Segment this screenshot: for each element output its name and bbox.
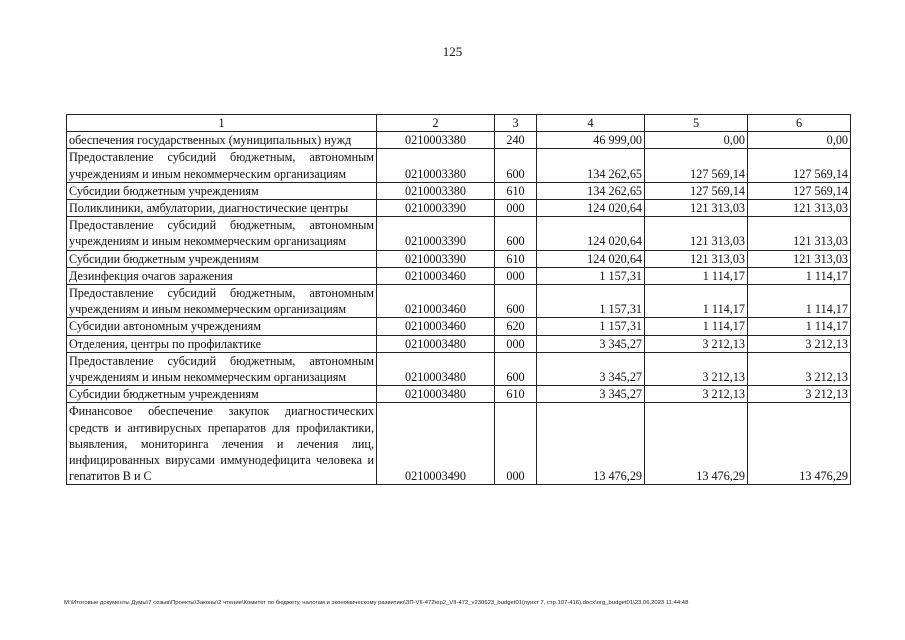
row-amount-col5: 13 476,29 — [645, 403, 748, 485]
row-amount-col4: 1 157,31 — [537, 318, 645, 335]
row-amount-col4: 134 262,65 — [537, 149, 645, 182]
table-row — [67, 403, 851, 485]
row-amount-col6: 3 212,13 — [748, 352, 851, 385]
row-target-code: 0210003390 — [377, 217, 495, 250]
row-expense-type: 610 — [495, 182, 537, 199]
table-row — [67, 132, 851, 149]
row-amount-col4: 124 020,64 — [537, 200, 645, 217]
row-amount-col4: 46 999,00 — [537, 132, 645, 149]
header-col-2: 2 — [377, 115, 495, 132]
row-amount-col5: 1 114,17 — [645, 267, 748, 284]
table-row — [67, 217, 851, 250]
row-amount-col4: 3 345,27 — [537, 352, 645, 385]
table-header-row — [67, 115, 851, 132]
row-expense-type: 000 — [495, 267, 537, 284]
header-col-5: 5 — [645, 115, 748, 132]
header-col-1: 1 — [67, 115, 377, 132]
row-target-code: 0210003460 — [377, 285, 495, 318]
row-description: Предоставление субсидий бюджетным, автономным учреждениям и иным некоммерческим организациям — [67, 149, 377, 182]
table-row — [67, 352, 851, 385]
budget-table — [66, 114, 851, 485]
row-amount-col5: 121 313,03 — [645, 217, 748, 250]
document-path-footer: M:\Итоговые документы Думы\7 созыв\Проекты\Законы\2 чтение\Комитет по бюджету, налогам и экономическому развитию\ЗП-VII-472\ер2_VII-472_v230623_budget01(пункт 7, стр.107-416).docx\org_budget01\23.06.2023 11:44:48 — [64, 600, 689, 606]
row-description: Отделения, центры по профилактике — [67, 335, 377, 352]
row-amount-col5: 3 212,13 — [645, 352, 748, 385]
header-col-3: 3 — [495, 115, 537, 132]
row-target-code: 0210003480 — [377, 352, 495, 385]
row-expense-type: 000 — [495, 403, 537, 485]
row-description: Предоставление субсидий бюджетным, автономным учреждениям и иным некоммерческим организациям — [67, 352, 377, 385]
row-expense-type: 620 — [495, 318, 537, 335]
row-amount-col5: 3 212,13 — [645, 386, 748, 403]
row-amount-col4: 124 020,64 — [537, 250, 645, 267]
row-description: обеспечения государственных (муниципальных) нужд — [67, 132, 377, 149]
row-amount-col6: 1 114,17 — [748, 285, 851, 318]
row-amount-col4: 3 345,27 — [537, 386, 645, 403]
row-amount-col4: 3 345,27 — [537, 335, 645, 352]
table-row — [67, 335, 851, 352]
row-amount-col5: 1 114,17 — [645, 318, 748, 335]
row-target-code: 0210003480 — [377, 386, 495, 403]
table-row — [67, 149, 851, 182]
row-amount-col5: 121 313,03 — [645, 250, 748, 267]
row-amount-col4: 124 020,64 — [537, 217, 645, 250]
row-amount-col5: 3 212,13 — [645, 335, 748, 352]
row-target-code: 0210003480 — [377, 335, 495, 352]
row-target-code: 0210003390 — [377, 250, 495, 267]
row-amount-col6: 121 313,03 — [748, 217, 851, 250]
row-expense-type: 000 — [495, 335, 537, 352]
row-expense-type: 600 — [495, 352, 537, 385]
row-amount-col4: 1 157,31 — [537, 285, 645, 318]
row-description: Субсидии бюджетным учреждениям — [67, 386, 377, 403]
row-amount-col6: 0,00 — [748, 132, 851, 149]
page-number: 125 — [442, 44, 463, 59]
row-target-code: 0210003380 — [377, 132, 495, 149]
table-row — [67, 267, 851, 284]
row-amount-col5: 1 114,17 — [645, 285, 748, 318]
row-amount-col6: 3 212,13 — [748, 386, 851, 403]
row-target-code: 0210003390 — [377, 200, 495, 217]
row-amount-col5: 127 569,14 — [645, 149, 748, 182]
row-expense-type: 600 — [495, 149, 537, 182]
row-amount-col6: 1 114,17 — [748, 318, 851, 335]
row-expense-type: 600 — [495, 285, 537, 318]
row-amount-col5: 0,00 — [645, 132, 748, 149]
table-row — [67, 200, 851, 217]
row-description: Субсидии бюджетным учреждениям — [67, 182, 377, 199]
row-amount-col6: 127 569,14 — [748, 182, 851, 199]
row-target-code: 0210003460 — [377, 318, 495, 335]
header-col-4: 4 — [537, 115, 645, 132]
row-amount-col6: 127 569,14 — [748, 149, 851, 182]
header-col-6: 6 — [748, 115, 851, 132]
row-expense-type: 610 — [495, 386, 537, 403]
table-row — [67, 318, 851, 335]
row-description: Предоставление субсидий бюджетным, автономным учреждениям и иным некоммерческим организациям — [67, 285, 377, 318]
row-description: Дезинфекция очагов заражения — [67, 267, 377, 284]
row-description: Субсидии бюджетным учреждениям — [67, 250, 377, 267]
table-row — [67, 386, 851, 403]
row-expense-type: 610 — [495, 250, 537, 267]
row-target-code: 0210003380 — [377, 149, 495, 182]
table-row — [67, 182, 851, 199]
row-description: Финансовое обеспечение закупок диагностических средств и антивирусных препаратов для профилактики, выявления, мониторинга лечения и лечения лиц, инфицированных вирусами иммунодефицита человека и гепатитов В и С — [67, 403, 377, 485]
row-target-code: 0210003460 — [377, 267, 495, 284]
row-expense-type: 240 — [495, 132, 537, 149]
row-amount-col6: 13 476,29 — [748, 403, 851, 485]
table-row — [67, 285, 851, 318]
row-description: Поликлиники, амбулатории, диагностические центры — [67, 200, 377, 217]
budget-table-body — [67, 115, 851, 485]
row-description: Субсидии автономным учреждениям — [67, 318, 377, 335]
row-description: Предоставление субсидий бюджетным, автономным учреждениям и иным некоммерческим организациям — [67, 217, 377, 250]
table-row — [67, 250, 851, 267]
row-amount-col4: 134 262,65 — [537, 182, 645, 199]
row-expense-type: 000 — [495, 200, 537, 217]
row-expense-type: 600 — [495, 217, 537, 250]
row-amount-col4: 1 157,31 — [537, 267, 645, 284]
row-amount-col6: 121 313,03 — [748, 200, 851, 217]
row-amount-col6: 1 114,17 — [748, 267, 851, 284]
row-target-code: 0210003380 — [377, 182, 495, 199]
row-amount-col6: 3 212,13 — [748, 335, 851, 352]
row-amount-col5: 121 313,03 — [645, 200, 748, 217]
row-amount-col4: 13 476,29 — [537, 403, 645, 485]
row-amount-col5: 127 569,14 — [645, 182, 748, 199]
row-amount-col6: 121 313,03 — [748, 250, 851, 267]
row-target-code: 0210003490 — [377, 403, 495, 485]
